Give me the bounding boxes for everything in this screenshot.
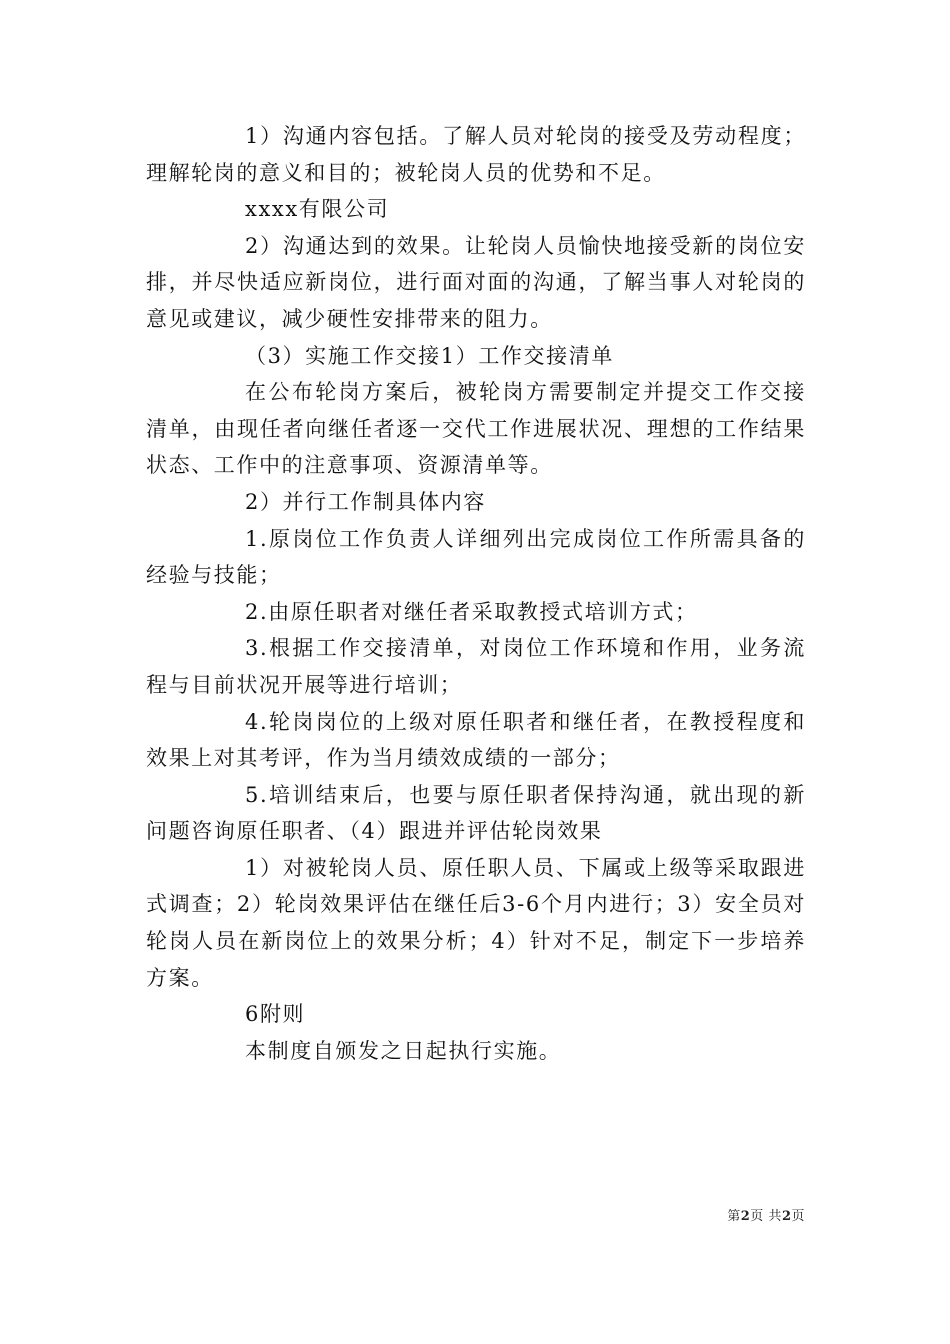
list-item-2: 2.由原任职者对继任者采取教授式培训方式； bbox=[245, 599, 698, 624]
document-body bbox=[146, 118, 806, 1069]
footer-prefix: 第 bbox=[727, 1209, 741, 1224]
list-item-1: 1.原岗位工作负责人详细列出完成岗位工作所需具备的经验与技能； bbox=[146, 526, 806, 588]
paragraph-follow-up: 1）对被轮岗人员、原任职人员、下属或上级等采取跟进式调查；2）轮岗效果评估在继任后3-6个月内进行；3）安全员对轮岗人员在新岗位上的效果分析；4）针对不足，制定下一步培养方案。 bbox=[146, 855, 806, 990]
paragraph-handover-heading: （3）实施工作交接1）工作交接清单 bbox=[245, 343, 614, 368]
paragraph-company-name: xxxx有限公司 bbox=[245, 197, 390, 222]
footer-suffix: 页 bbox=[791, 1209, 805, 1224]
paragraph-communication-content: 1）沟通内容包括。了解人员对轮岗的接受及劳动程度；理解轮岗的意义和目的；被轮岗人员的优势和不足。 bbox=[146, 124, 806, 185]
list-item-5: 5.培训结束后，也要与原任职者保持沟通，就出现的新问题咨询原任职者、（4）跟进并评估轮岗效果 bbox=[146, 782, 806, 844]
page-footer bbox=[727, 1205, 805, 1224]
list-item-4: 4.轮岗岗位的上级对原任职者和继任者，在教授程度和效果上对其考评，作为当月绩效成绩的一部分； bbox=[146, 709, 806, 771]
footer-middle: 页 共 bbox=[750, 1209, 782, 1224]
paragraph-parallel-heading: 2）并行工作制具体内容 bbox=[245, 489, 486, 514]
section-heading-appendix: 6附则 bbox=[245, 1002, 306, 1027]
paragraph-communication-effect: 2）沟通达到的效果。让轮岗人员愉快地接受新的岗位安排，并尽快适应新岗位，进行面对面的沟通，了解当事人对轮岗的意见或建议，减少硬性安排带来的阻力。 bbox=[146, 233, 806, 331]
paragraph-handover-list: 在公布轮岗方案后，被轮岗方需要制定并提交工作交接清单，由现任者向继任者逐一交代工作进展状况、理想的工作结果状态、工作中的注意事项、资源清单等。 bbox=[146, 380, 806, 478]
footer-page-number: 2 bbox=[740, 1209, 751, 1224]
paragraph-effective-date: 本制度自颁发之日起执行实施。 bbox=[245, 1038, 562, 1063]
footer-total-pages: 2 bbox=[781, 1209, 792, 1224]
list-item-3: 3.根据工作交接清单，对岗位工作环境和作用，业务流程与目前状况开展等进行培训； bbox=[146, 636, 806, 697]
